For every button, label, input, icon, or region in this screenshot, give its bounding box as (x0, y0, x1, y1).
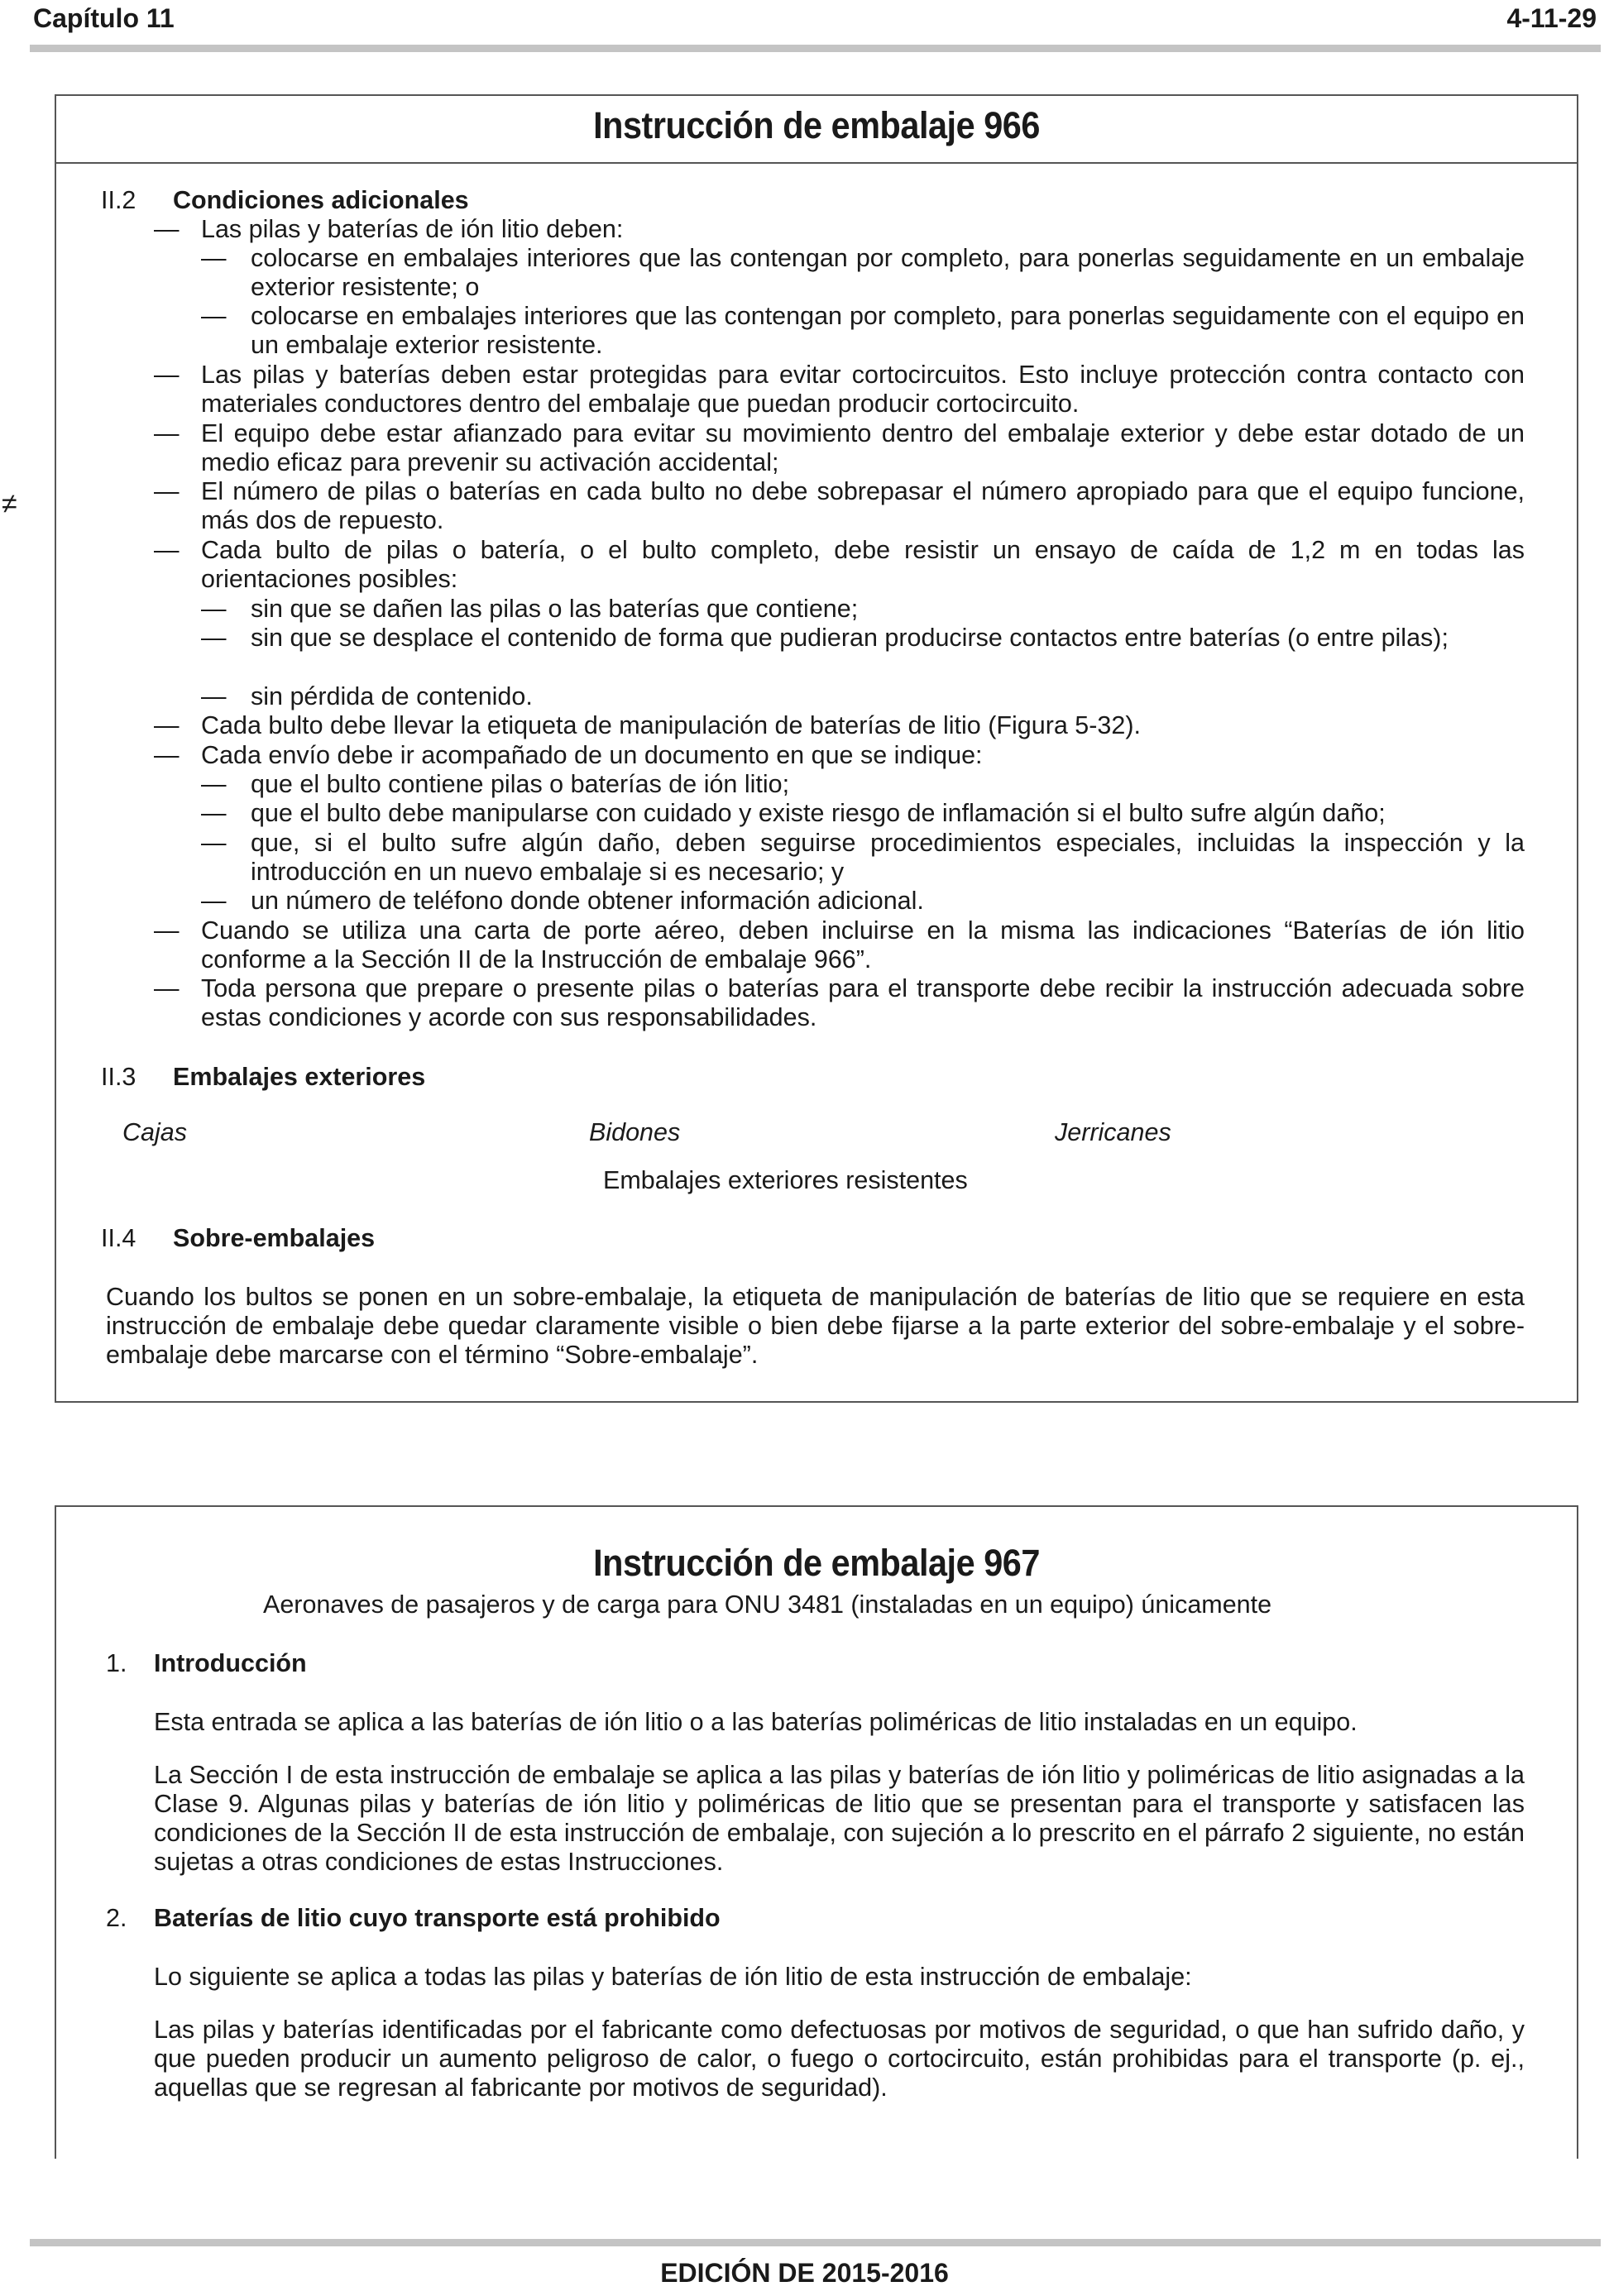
list-item: Cada bulto debe llevar la etiqueta de manipulación de baterías de litio (Figura 5-32). (201, 711, 1141, 739)
section-heading-ii4: Sobre-embalajes (173, 1224, 376, 1252)
list-item: Las pilas y baterías de ión litio deben: (201, 215, 624, 243)
box-title-966: Instrucción de embalaje 966 (593, 104, 1040, 146)
prohibited-paragraph-1: Lo siguiente se aplica a todas las pilas y baterías de ión litio de esta instrucción de embalaje: (154, 1963, 1192, 1991)
page-number: 4-11-29 (1506, 3, 1597, 33)
section-heading-ii3: Embalajes exteriores (173, 1063, 426, 1091)
section-heading-1: Introducción (154, 1649, 307, 1677)
prohibited-paragraph-2: Las pilas y baterías identificadas por el fabricante como defectuosas por motivos de seguridad, o que han sufrido daño, y que pueden producir un aumento peligroso de calor, o fuego o cortocircuito, están prohibidas para el transporte (p. ej., aquellas que se regresan al fabricante por motivos de seguridad). (154, 2016, 1525, 2102)
list-item: sin que se dañen las pilas o las baterías que contiene; (251, 595, 859, 623)
list-item: Cada bulto de pilas o batería, o el bulto completo, debe resistir un ensayo de caída de 1,2 m en todas las orientaciones posibles: (201, 536, 1525, 593)
overpack-paragraph: Cuando los bultos se ponen en un sobre-embalaje, la etiqueta de manipulación de baterías de litio que se requiere en esta instrucción de embalaje debe quedar claramente visible o bien debe fijarse a la parte exterior del sobre-embalaje y el sobre-embalaje debe marcarse con el término “Sobre-embalaje”. (106, 1283, 1525, 1369)
section-number-2: 2. (106, 1904, 127, 1932)
list-item: Las pilas y baterías deben estar protegidas para evitar cortocircuitos. Esto incluye protección contra contacto con materiales conductores dentro del embalaje que puedan producir cortocircuito. (201, 361, 1525, 418)
packaging-type-boxes: Cajas (122, 1118, 187, 1146)
intro-paragraph-2: La Sección I de esta instrucción de embalaje se aplica a las pilas y baterías de ión litio y poliméricas de litio asignadas a la Clase 9. Algunas pilas y baterías de ión litio y poliméricas de litio que se presentan para el transporte y satisfacen las condiciones de la Sección II de esta instrucción de embalaje, con sujeción a lo prescrito en el párrafo 2 siguiente, no están sujetas a otras condiciones de estas Instrucciones. (154, 1761, 1525, 1876)
title-band (56, 96, 1577, 164)
list-item: un número de teléfono donde obtener información adicional. (251, 887, 924, 915)
box-title-967: Instrucción de embalaje 967 (593, 1542, 1040, 1584)
list-item: sin que se desplace el contenido de forma que pudieran producirse contactos entre baterías (o entre pilas); (251, 624, 1449, 652)
list-item: que el bulto contiene pilas o baterías de ión litio; (251, 770, 790, 798)
intro-paragraph-1: Esta entrada se aplica a las baterías de ión litio o a las baterías poliméricas de litio instaladas en un equipo. (154, 1708, 1358, 1736)
running-head (33, 3, 1597, 45)
section-heading-ii2: Condiciones adicionales (173, 186, 469, 214)
list-item: El número de pilas o baterías en cada bulto no debe sobrepasar el número apropiado para que el equipo funcione, más dos de repuesto. (201, 477, 1525, 534)
section-number-ii2: II.2 (101, 186, 136, 214)
section-heading-2: Baterías de litio cuyo transporte está prohibido (154, 1904, 721, 1932)
section-number-ii4: II.4 (101, 1224, 136, 1252)
list-item: que, si el bulto sufre algún daño, deben seguirse procedimientos especiales, incluidas la inspección y la introducción en un nuevo embalaje si es necesario; y (251, 829, 1525, 886)
list-item: colocarse en embalajes interiores que las contengan por completo, para ponerlas seguidamente con el equipo en un embalaje exterior resistente. (251, 302, 1525, 359)
list-item: colocarse en embalajes interiores que las contengan por completo, para ponerlas seguidamente en un embalaje exterior resistente; o (251, 244, 1525, 301)
packaging-type-jerricans: Jerricanes (1055, 1118, 1171, 1146)
edition-label: EDICIÓN DE 2015-2016 (660, 2258, 949, 2288)
list-item: El equipo debe estar afianzado para evitar su movimiento dentro del embalaje exterior y debe estar dotado de un medio eficaz para prevenir su activación accidental; (201, 419, 1525, 476)
list-item: sin pérdida de contenido. (251, 682, 533, 710)
box-subtitle-967: Aeronaves de pasajeros y de carga para ONU 3481 (instaladas en un equipo) únicamente (263, 1590, 1272, 1619)
list-item: que el bulto debe manipularse con cuidado y existe riesgo de inflamación si el bulto sufre algún daño; (251, 799, 1386, 827)
section-number-ii3: II.3 (101, 1063, 136, 1091)
list-item: Cuando se utiliza una carta de porte aéreo, deben incluirse en la misma las indicaciones “Baterías de ión litio conforme a la Sección II de la Instrucción de embalaje 966”. (201, 916, 1525, 973)
packaging-caption: Embalajes exteriores resistentes (603, 1166, 968, 1194)
footer-rule (30, 2239, 1601, 2246)
header-rule (30, 45, 1601, 52)
list-item: Cada envío debe ir acompañado de un documento en que se indique: (201, 741, 983, 769)
chapter-label: Capítulo 11 (33, 3, 175, 33)
change-mark: ≠ (2, 488, 17, 519)
packaging-type-drums: Bidones (589, 1118, 681, 1146)
list-item: Toda persona que prepare o presente pilas o baterías para el transporte debe recibir la instrucción adecuada sobre estas condiciones y acorde con sus responsabilidades. (201, 974, 1525, 1031)
section-number-1: 1. (106, 1649, 127, 1677)
